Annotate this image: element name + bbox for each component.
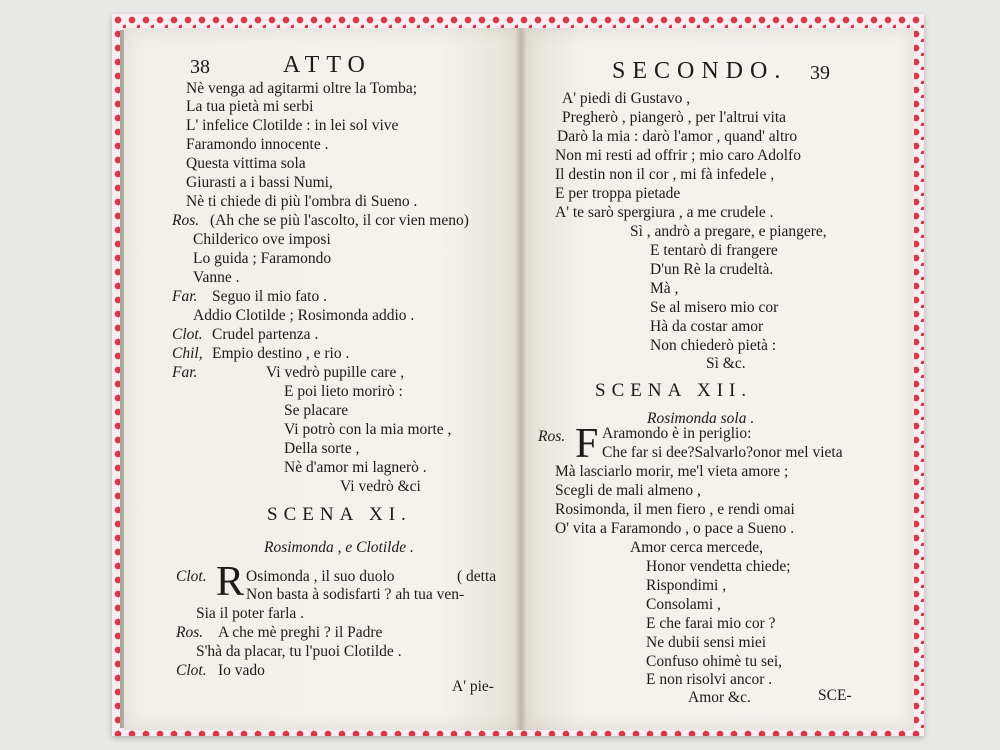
aria-line: E tentarò di frangere: [650, 242, 778, 259]
aria-line: Hà da costar amor: [650, 318, 764, 335]
running-head-right: SECONDO.: [612, 58, 788, 84]
text-line: Io vado: [218, 662, 265, 679]
text-line: Darò la mia : darò l'amor , quand' altro: [557, 128, 798, 145]
aria-line: Honor vendetta chiede;: [646, 558, 791, 575]
text-line: L' infelice Clotilde : in lei sol vive: [186, 117, 399, 134]
scene-characters-right: Rosimonda sola .: [647, 410, 755, 427]
aria-line: Confuso ohimè tu sei,: [646, 653, 783, 670]
text-line: Che far si dee?Salvarlo?onor mel vieta: [602, 444, 843, 461]
aria-line: Rispondimi ,: [646, 577, 727, 594]
aria-line: E non risolvi ancor .: [646, 671, 773, 688]
text-line: Rosimonda, il men fiero , e rendi omai: [555, 501, 795, 518]
text-line: Childerico ove imposi: [193, 231, 331, 248]
text-line: Addio Clotilde ; Rosimonda addio .: [193, 307, 415, 324]
aria-line: Vi vedrò pupille care ,: [266, 364, 405, 381]
speaker-label: Clot.: [172, 326, 203, 343]
aria-line: Ne dubii sensi miei: [646, 634, 767, 651]
drop-cap-f: F: [575, 421, 599, 467]
text-line: A' te sarò spergiura , a me crudele .: [555, 204, 774, 221]
text-line: E per troppa pietade: [555, 185, 681, 202]
text-line: Crudel partenza .: [212, 326, 319, 343]
running-head-left: ATTO: [283, 52, 372, 78]
text-line: Aramondo è in periglio:: [602, 425, 752, 442]
speaker-label: Clot.: [176, 568, 207, 585]
text-line: Osimonda , il suo duolo: [246, 568, 395, 585]
text-line: A che mè preghi ? il Padre: [218, 624, 383, 641]
text-line: ( detta: [457, 568, 497, 585]
text-line: A' piedi di Gustavo ,: [562, 90, 691, 107]
text-line: S'hà da placar, tu l'puoi Clotilde .: [196, 643, 402, 660]
aria-line: Sì , andrò a pregare, e piangere,: [630, 223, 827, 240]
text-line: Questa vittima sola: [186, 155, 306, 172]
text-line: Seguo il mio fato .: [212, 288, 327, 305]
catchword-right: SCE-: [818, 687, 852, 704]
speaker-label: Far.: [172, 288, 198, 305]
speaker-label: Chil,: [172, 345, 203, 362]
text-line: Empio destino , e rio .: [212, 345, 350, 362]
aria-line: E poi lieto morirò :: [284, 383, 403, 400]
speaker-label: Far.: [172, 364, 198, 381]
book-gutter: [516, 28, 526, 730]
text-line: Nè venga ad agitarmi oltre la Tomba;: [186, 80, 418, 97]
text-line: Vanne .: [193, 269, 240, 286]
text-line: O' vita a Faramondo , o pace a Sueno .: [555, 520, 795, 537]
text-line: Nè ti chiede di più l'ombra di Sueno .: [186, 193, 418, 210]
scene-characters-left: Rosimonda , e Clotilde .: [264, 539, 414, 556]
catchword-left: A' pie-: [452, 678, 494, 695]
text-line: Giurasti a i bassi Numi,: [186, 174, 333, 191]
aria-line: D'un Rè la crudeltà.: [650, 261, 774, 278]
scene-title-left: SCENA XI.: [267, 504, 412, 525]
scene-title-right: SCENA XII.: [595, 380, 753, 401]
aria-line: Vi potrò con la mia morte ,: [284, 421, 452, 438]
text-line: Il destin non il cor , mi fà infedele ,: [555, 166, 775, 183]
page-number-right: 39: [810, 62, 830, 84]
speaker-label: Ros.: [538, 428, 566, 445]
text-line: Pregherò , piangerò , per l'altrui vita: [562, 109, 787, 126]
aria-line: Consolami ,: [646, 596, 721, 613]
aria-line: Amor &c.: [688, 689, 751, 706]
text-line: Sia il poter farla .: [196, 605, 305, 622]
speaker-label: Ros.: [176, 624, 204, 641]
aria-line: Vi vedrò &ci: [340, 478, 421, 495]
aria-line: Amor cerca mercede,: [630, 539, 763, 556]
drop-cap-r: R: [216, 559, 245, 605]
aria-line: Mà ,: [650, 280, 679, 297]
text-line: Non basta à sodisfarti ? ah tua ven-: [246, 586, 465, 603]
aria-line: Non chiederò pietà :: [650, 337, 777, 354]
text-line: Scegli de mali almeno ,: [555, 482, 701, 499]
text-line: Lo guida ; Faramondo: [193, 250, 332, 267]
aria-line: Sì &c.: [706, 355, 746, 372]
text-line: Faramondo innocente .: [186, 136, 329, 153]
speaker-label: Ros.: [172, 212, 200, 229]
aria-line: Della sorte ,: [284, 440, 360, 457]
aria-line: E che farai mio cor ?: [646, 615, 776, 632]
aria-line: Nè d'amor mi lagnerò .: [284, 459, 427, 476]
aria-line: Se placare: [284, 402, 349, 419]
page-number-left: 38: [190, 56, 210, 78]
speaker-label: Clot.: [176, 662, 207, 679]
text-line: La tua pietà mi serbi: [186, 98, 314, 115]
text-line: (Ah che se più l'ascolto, il cor vien meno): [210, 212, 469, 229]
text-line: Mà lasciarlo morir, me'l vieta amore ;: [555, 463, 789, 480]
text-line: Non mi resti ad offrir ; mio caro Adolfo: [555, 147, 801, 164]
aria-line: Se al misero mio cor: [650, 299, 779, 316]
